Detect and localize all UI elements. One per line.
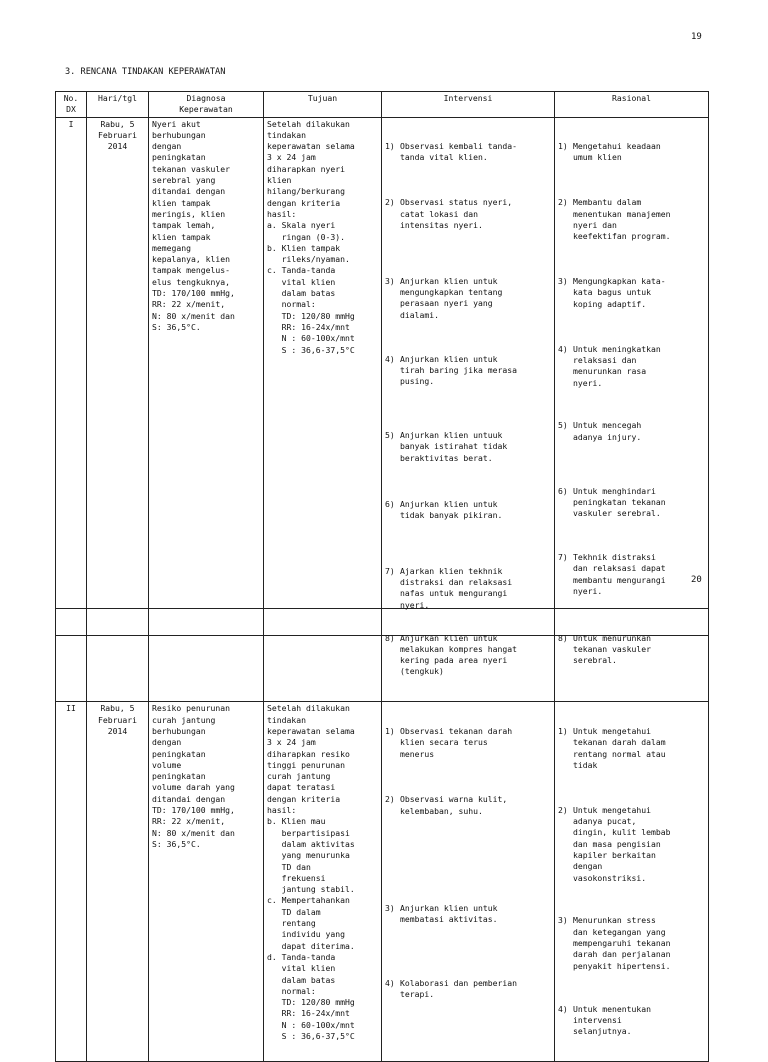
rasional-item: 5) Untuk mencegah adanya injury.	[558, 420, 642, 442]
tujuan-cell	[264, 609, 382, 702]
rasional-item: 1) Mengetahui keadaan umum klien	[558, 141, 661, 163]
care-plan-table	[55, 91, 709, 636]
intervensi-item: 6) Anjurkan klien untuk tidak banyak pikiran.	[385, 498, 503, 520]
table-row	[56, 702, 709, 1062]
rasional-item: 8) Untuk menurunkan tekanan vaskuler serebral.	[558, 632, 651, 666]
rasional-item: 2) Membantu dalam menentukan manajemen nyeri dan keefektifan program.	[558, 197, 671, 242]
rasional-item: 3) Menurunkan stress dan ketegangan yang mempengaruhi tekanan darah dan perjalanan penyakit hipertensi.	[558, 915, 671, 971]
intervensi-item: 3) Anjurkan klien untuk mengungkapkan tentang perasaan nyeri yang dialami.	[385, 275, 503, 320]
rasional-item: 4) Untuk meningkatkan relaksasi dan menurunkan rasa nyeri.	[558, 343, 661, 388]
intervensi-item: 8) Anjurkan klien untuk melakukan kompres hangat kering pada area nyeri (tengkuk)	[385, 632, 517, 677]
header-intervensi: Intervensi	[382, 92, 555, 118]
tujuan-cell: Setelah dilakukan tindakan keperawatan selama 3 x 24 jam diharapkan nyeri klien hilang/berkurang dengan kriteria hasil: a. Skala nyeri ringan (0-3). b. Klien tampak rileks/nyaman. c. Tanda-tanda vital klien dalam batas normal: TD: 120/80 mmHg RR: 16-24x/mnt N : 60-100x/mnt S : 36,6-37,5°C	[264, 117, 382, 635]
dx-number: II	[56, 702, 87, 1062]
intervensi-item: 3) Anjurkan klien untuk membatasi aktivitas.	[385, 902, 498, 924]
tujuan-cell: Setelah dilakukan tindakan keperawatan selama 3 x 24 jam diharapkan resiko tinggi penurunan curah jantung dapat teratasi dengan kriteria hasil: b. Klien mau berpartisipasi dalam aktivitas yang menurunka TD dan frekuensi jantung stabil. c. Mempertahankan TD dalam rentang individu yang dapat diterima. d. Tanda-tanda vital klien dalam batas normal: TD: 120/80 mmHg RR: 16-24x/mnt N : 60-100x/mnt S : 36,6-37,5°C	[264, 702, 382, 1062]
dx-number	[56, 609, 87, 702]
intervensi-cell	[382, 702, 555, 1062]
header-date: Hari/tgl	[87, 92, 149, 118]
intervensi-item: 4) Kolaborasi dan pemberian terapi.	[385, 977, 517, 1000]
intervensi-cell	[382, 117, 555, 635]
header-no-dx: No. DX	[56, 92, 87, 118]
rasional-cell	[555, 609, 709, 702]
intervensi-item: 1) Observasi kembali tanda- tanda vital klien.	[385, 141, 517, 163]
dx-number: I	[56, 117, 87, 635]
table-row	[56, 609, 709, 702]
header-tujuan: Tujuan	[264, 92, 382, 118]
intervensi-item: 4) Anjurkan klien untuk tirah baring jika merasa pusing.	[385, 353, 517, 387]
date-cell: Rabu, 5 Februari 2014	[87, 702, 149, 1062]
rasional-cell	[555, 702, 709, 1062]
rasional-item: 7) Tekhnik distraksi dan relaksasi dapat membantu mengurangi nyeri.	[558, 552, 666, 596]
intervensi-item: 2) Observasi status nyeri, catat lokasi dan intensitas nyeri.	[385, 197, 513, 230]
diagnosis-cell	[149, 609, 264, 702]
intervensi-item: 7) Ajarkan klien tekhnik distraksi dan relaksasi nafas untuk mengurangi nyeri.	[385, 565, 513, 610]
page-number: 20	[691, 575, 702, 585]
table-row	[56, 117, 709, 635]
section-title: 3. RENCANA TINDAKAN KEPERAWATAN	[65, 67, 226, 77]
header-diagnosis: Diagnosa Keperawatan	[149, 92, 264, 118]
diagnosis-cell: Nyeri akut berhubungan dengan peningkatan tekanan vaskuler serebral yang ditandai dengan klien tampak meringis, klien tampak lemah, klien tampak memegang kepalanya, klien tampak mengelus- elus tengkuknya, TD: 170/100 mmHg, RR: 22 x/menit, N: 80 x/menit dan S: 36,5°C.	[149, 117, 264, 635]
page-number: 19	[691, 32, 702, 42]
intervensi-item: 2) Observasi warna kulit, kelembaban, suhu.	[385, 794, 508, 816]
rasional-item: 2) Untuk mengetahui adanya pucat, dingin, kulit lembab dan masa pengisian kapiler berkaitan dengan vasokonstriksi.	[558, 804, 671, 883]
diagnosis-cell: Resiko penurunan curah jantung berhubungan dengan peningkatan volume peningkatan volume darah yang ditandai dengan TD: 170/100 mmHg, RR: 22 x/menit, N: 80 x/menit dan S: 36,5°C.	[149, 702, 264, 1062]
intervensi-cell	[382, 609, 555, 702]
date-cell: Rabu, 5 Februari 2014	[87, 117, 149, 635]
date-cell	[87, 609, 149, 702]
care-plan-table-continued	[55, 608, 709, 1062]
rasional-cell	[555, 117, 709, 635]
table-header-row	[56, 92, 709, 118]
rasional-item: 1) Untuk mengetahui tekanan darah dalam rentang normal atau tidak	[558, 725, 666, 770]
rasional-item: 3) Mengungkapkan kata- kata bagus untuk koping adaptif.	[558, 276, 666, 309]
rasional-item: 6) Untuk menghindari peningkatan tekanan vaskuler serebral.	[558, 485, 666, 519]
header-rasional: Rasional	[555, 92, 709, 118]
intervensi-item: 5) Anjurkan klien untuuk banyak istirahat tidak beraktivitas berat.	[385, 430, 508, 463]
intervensi-item: 1) Observasi tekanan darah klien secara terus menerus	[385, 725, 513, 759]
rasional-item: 4) Untuk menentukan intervensi selanjutnya.	[558, 1003, 651, 1037]
